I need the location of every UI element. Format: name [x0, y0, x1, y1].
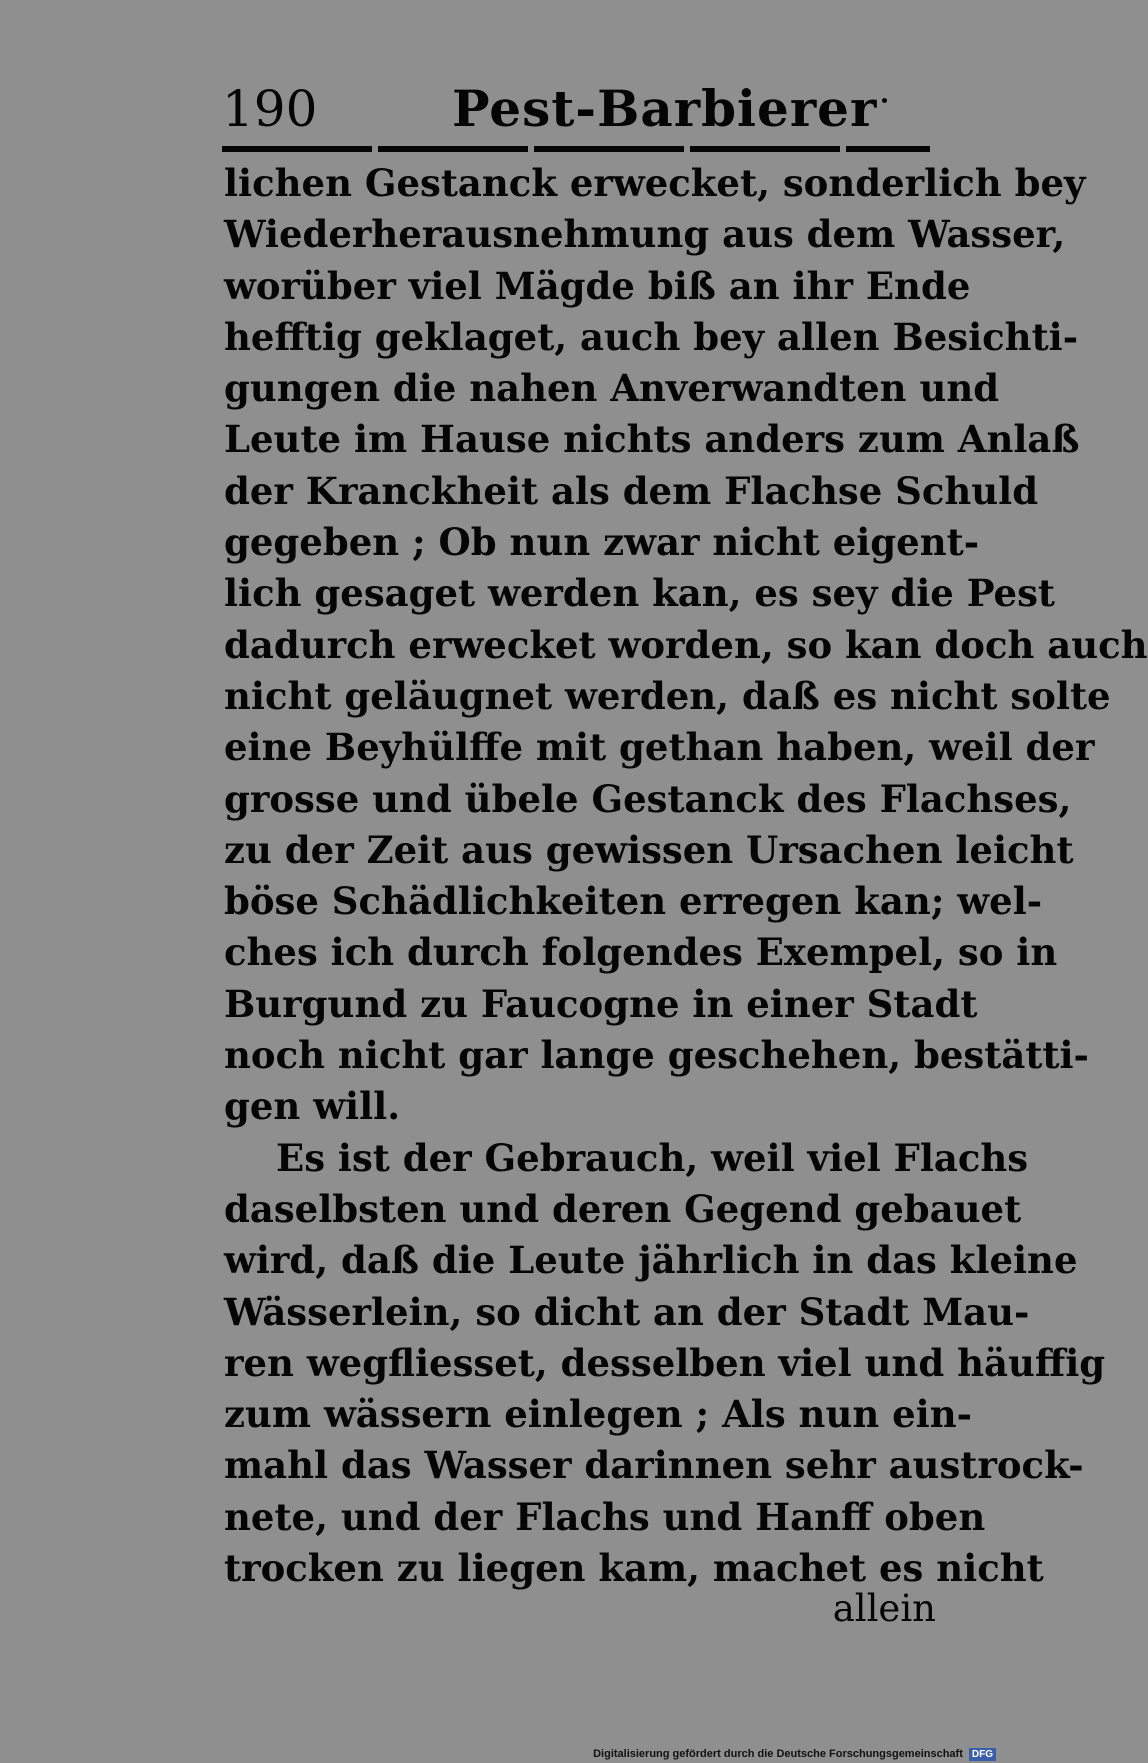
text-line: Leute im Hause nichts anders zum Anlaß	[224, 417, 1080, 462]
paragraph-start-line: Es ist der Gebrauch, weil viel Flachs	[276, 1135, 1029, 1180]
text-line: wird, daß die Leute jährlich in das kleine	[224, 1238, 1078, 1283]
text-line: zu der Zeit aus gewissen Ursachen leicht	[224, 827, 1074, 872]
text-line: böse Schädlichkeiten erregen kan; wel-	[224, 879, 1043, 924]
dfg-logo: DFG	[969, 1748, 996, 1761]
text-line: der Kranckheit als dem Flachse Schuld	[224, 468, 1039, 513]
text-line: hefftig geklaget, auch bey allen Besichti-	[224, 314, 1079, 359]
text-line: lichen Gestanck erwecket, sonderlich bey	[224, 161, 1086, 205]
text-line: mahl das Wasser darinnen sehr austrock-	[224, 1443, 1084, 1488]
running-title: Pest-Barbierer	[452, 79, 878, 138]
header-rule	[222, 146, 930, 152]
body-text	[224, 158, 1148, 1594]
text-line: gungen die nahen Anverwandten und	[224, 366, 1000, 411]
page-number: 190	[222, 80, 318, 138]
text-line: Wässerlein, so dicht an der Stadt Mau-	[224, 1289, 1030, 1334]
text-line: Wiederherausnehmung aus dem Wasser,	[224, 212, 1066, 257]
catchword: allein	[832, 1587, 936, 1630]
text-line: nete, und der Flachs und Hanff oben	[224, 1494, 986, 1539]
text-line: eine Beyhülffe mit gethan haben, weil der	[224, 725, 1095, 770]
footer-credit-text: Digitalisierung gefördert durch die Deutsche Forschungsgemeinschaft	[593, 1748, 963, 1760]
text-line: daselbsten und deren Gegend gebauet	[224, 1186, 1022, 1231]
text-line: ches ich durch folgendes Exempel, so in	[224, 930, 1058, 975]
text-line: trocken zu liegen kam, machet es nicht	[224, 1546, 1044, 1591]
text-line: Burgund zu Faucogne in einer Stadt	[224, 981, 978, 1026]
text-line: noch nicht gar lange geschehen, bestätti-	[224, 1033, 1089, 1078]
footer-credit-bar	[0, 1745, 1000, 1763]
text-line: dadurch erwecket worden, so kan doch auch	[224, 622, 1148, 667]
header-dot-mark	[882, 98, 887, 103]
text-line: gen will.	[224, 1084, 401, 1129]
text-line: worüber viel Mägde biß an ihr Ende	[224, 263, 971, 308]
page-header	[222, 76, 932, 142]
text-line: grosse und übele Gestanck des Flachses,	[224, 776, 1072, 821]
text-line: zum wässern einlegen ; Als nun ein-	[224, 1392, 972, 1437]
text-line: gegeben ; Ob nun zwar nicht eigent-	[224, 520, 980, 565]
text-line: nicht geläugnet werden, daß es nicht solte	[224, 673, 1111, 718]
text-line: lich gesaget werden kan, es sey die Pest	[224, 571, 1056, 616]
text-line: ren wegfliesset, desselben viel und häuffig	[224, 1340, 1106, 1385]
